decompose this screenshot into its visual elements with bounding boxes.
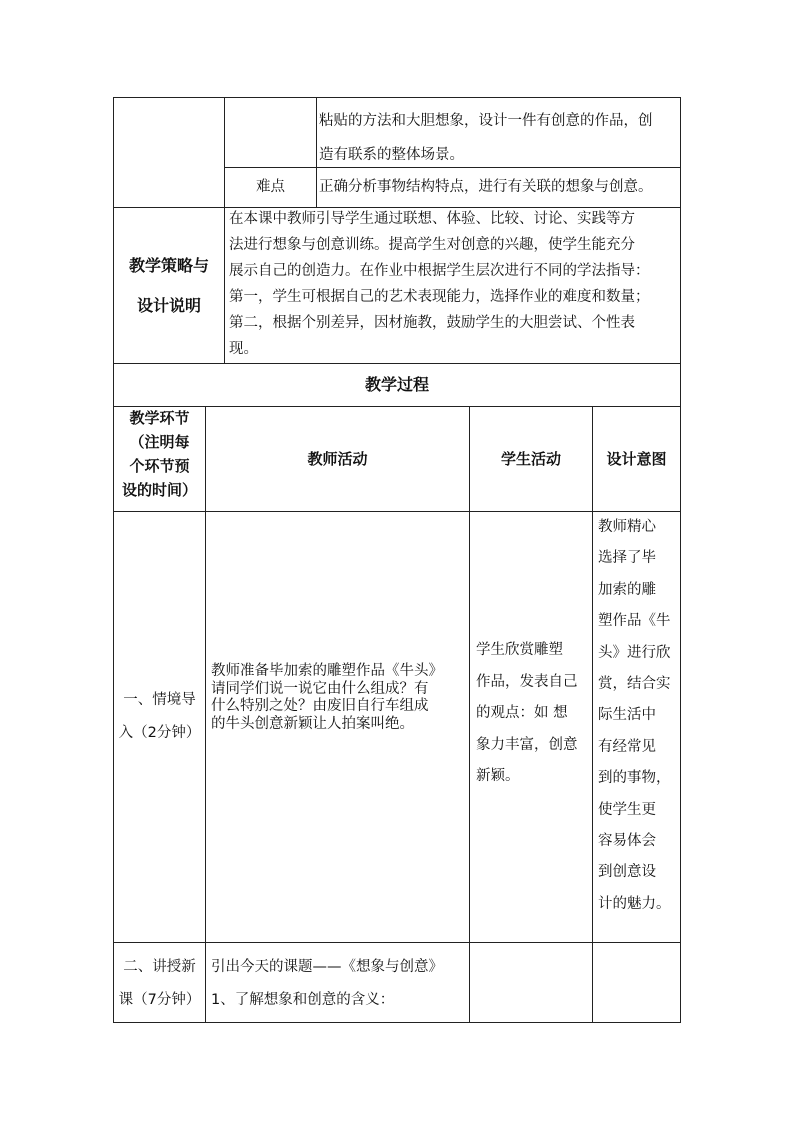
strategy-line: 现。	[229, 341, 258, 357]
row1-student: 学生欣赏雕塑 作品，发表自己 的观点：如 想 象力丰富，创意 新颖。	[476, 642, 578, 784]
strategy-label-line1: 教学策略与	[128, 256, 209, 275]
hline-bottom	[113, 1022, 681, 1023]
divider-col2-top	[316, 97, 317, 207]
divider-col1-top	[224, 97, 225, 363]
hline-top	[113, 97, 681, 98]
row1-teacher: 教师准备毕加索的雕塑作品《牛头》 请同学们说一说它由什么组成？有 什么特别之处？由废旧自行车组成 的牛头创意新颖让人拍案叫绝。	[211, 663, 443, 732]
strategy-label-line2: 设计说明	[136, 296, 201, 315]
strategy-text	[229, 206, 681, 362]
divider-teacher	[469, 406, 470, 1023]
header-teacher: 教师活动	[307, 450, 368, 468]
strategy-line: 第一，学生可根据自己的艺术表现能力，选择作业的难度和数量；	[229, 289, 650, 305]
continued-text-line2: 造有联系的整体场景。	[319, 147, 464, 163]
row2-teacher: 引出今天的课题——《想象与创意》 1、了解想象和创意的含义：	[211, 959, 443, 1008]
continued-text-line1: 粘贴的方法和大胆想象，设计一件有创意的作品，创	[319, 113, 653, 129]
header-stage: 教学环节 （注明每 个环节预 设的时间）	[121, 409, 197, 499]
continued-text	[319, 104, 681, 172]
strategy-line: 展示自己的创造力。在作业中根据学生层次进行不同的学法指导：	[229, 263, 650, 279]
hline-row2	[113, 942, 681, 943]
header-student: 学生活动	[500, 450, 561, 468]
header-intent: 设计意图	[606, 450, 667, 468]
strategy-line: 第二，根据个别差异，因材施教，鼓励学生的大胆尝试、个性表	[229, 315, 635, 331]
row1-intent: 教师精心 选择了毕 加索的雕 塑作品《牛 头》进行欣 赏，结合实 际生活中 有经常见 到的事物， 使学生更 容易体会 到创意设 计的魅力。	[598, 519, 671, 912]
process-title: 教学过程	[364, 375, 429, 394]
divider-stage	[205, 406, 206, 1023]
row2-stage: 二、讲授新 课（7分钟）	[118, 959, 201, 1008]
strategy-line: 在本课中教师引导学生通过联想、体验、比较、讨论、实践等方	[229, 211, 635, 227]
row1-stage: 一、情境导 入（2分钟）	[118, 692, 201, 741]
border-left	[113, 97, 114, 1023]
strategy-line: 法进行想象与创意训练。提高学生对创意的兴趣，使学生能充分	[229, 237, 635, 253]
strategy-label	[114, 246, 224, 326]
difficulty-label: 难点	[256, 179, 285, 195]
hline-process-title	[113, 363, 681, 364]
hline-row1	[113, 511, 681, 512]
divider-student	[592, 406, 593, 1023]
difficulty-text: 正确分析事物结构特点，进行有关联的想象与创意。	[319, 179, 653, 195]
